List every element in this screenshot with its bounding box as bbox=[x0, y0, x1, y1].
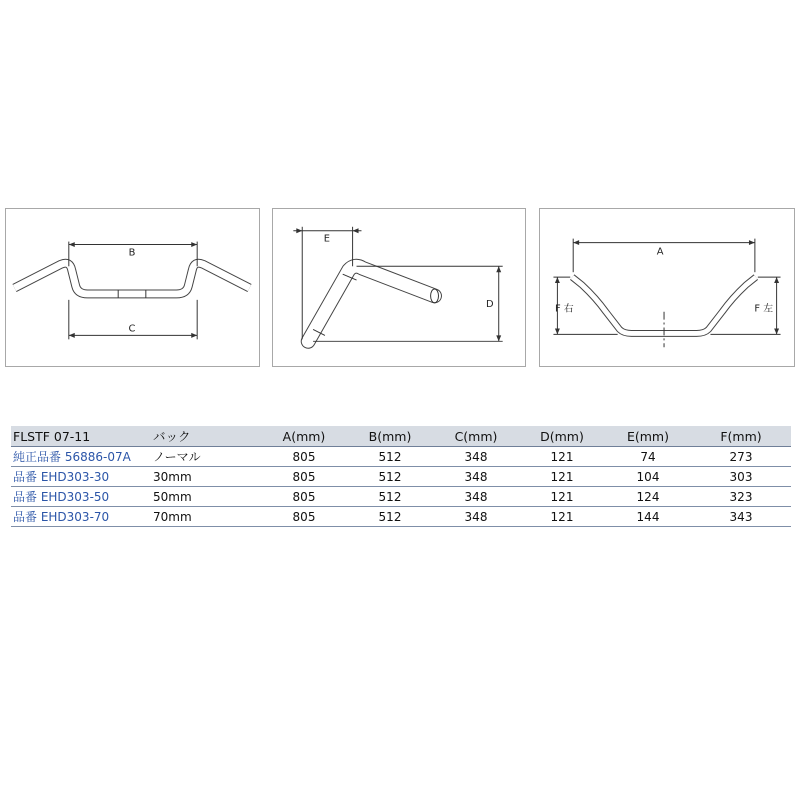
value-f: 343 bbox=[691, 507, 791, 527]
value-c: 348 bbox=[433, 467, 519, 487]
header-back: バック bbox=[153, 426, 261, 447]
front-view-drawing bbox=[6, 209, 259, 366]
dim-label-f-left: F 左 bbox=[754, 303, 774, 315]
header-d: D(mm) bbox=[519, 426, 605, 447]
value-d: 121 bbox=[519, 467, 605, 487]
dim-label-c: C bbox=[128, 323, 136, 335]
rear-view-drawing bbox=[540, 209, 794, 366]
part-number: 品番 EHD303-30 bbox=[11, 467, 153, 487]
part-number: 純正品番 56886-07A bbox=[11, 447, 153, 467]
table-row bbox=[11, 487, 791, 507]
value-f: 273 bbox=[691, 447, 791, 467]
spec-table bbox=[11, 426, 791, 527]
side-view-diagram bbox=[272, 208, 526, 367]
value-c: 348 bbox=[433, 507, 519, 527]
value-d: 121 bbox=[519, 487, 605, 507]
back-value: 70mm bbox=[153, 507, 261, 527]
header-e: E(mm) bbox=[605, 426, 691, 447]
back-value: ノーマル bbox=[153, 447, 261, 467]
part-number: 品番 EHD303-50 bbox=[11, 487, 153, 507]
dim-label-f-right: F 右 bbox=[554, 303, 574, 315]
table-row bbox=[11, 507, 791, 527]
dim-label-a: A bbox=[656, 246, 664, 258]
value-e: 144 bbox=[605, 507, 691, 527]
value-a: 805 bbox=[261, 487, 347, 507]
value-d: 121 bbox=[519, 447, 605, 467]
dim-label-e: E bbox=[323, 233, 331, 245]
value-f: 323 bbox=[691, 487, 791, 507]
value-c: 348 bbox=[433, 447, 519, 467]
table-row bbox=[11, 467, 791, 487]
rear-view-diagram bbox=[539, 208, 795, 367]
value-c: 348 bbox=[433, 487, 519, 507]
back-value: 50mm bbox=[153, 487, 261, 507]
header-a: A(mm) bbox=[261, 426, 347, 447]
value-d: 121 bbox=[519, 507, 605, 527]
value-b: 512 bbox=[347, 507, 433, 527]
dim-label-d: D bbox=[486, 298, 494, 310]
header-b: B(mm) bbox=[347, 426, 433, 447]
dim-label-b: B bbox=[128, 247, 136, 259]
back-value: 30mm bbox=[153, 467, 261, 487]
value-b: 512 bbox=[347, 487, 433, 507]
table-header-row bbox=[11, 426, 791, 447]
header-c: C(mm) bbox=[433, 426, 519, 447]
value-a: 805 bbox=[261, 447, 347, 467]
value-e: 124 bbox=[605, 487, 691, 507]
value-e: 104 bbox=[605, 467, 691, 487]
value-e: 74 bbox=[605, 447, 691, 467]
value-b: 512 bbox=[347, 447, 433, 467]
value-a: 805 bbox=[261, 507, 347, 527]
front-view-diagram bbox=[5, 208, 260, 367]
side-view-drawing bbox=[273, 209, 525, 366]
header-model: FLSTF 07-11 bbox=[11, 426, 153, 447]
table-row bbox=[11, 447, 791, 467]
part-number: 品番 EHD303-70 bbox=[11, 507, 153, 527]
value-a: 805 bbox=[261, 467, 347, 487]
value-b: 512 bbox=[347, 467, 433, 487]
value-f: 303 bbox=[691, 467, 791, 487]
header-f: F(mm) bbox=[691, 426, 791, 447]
